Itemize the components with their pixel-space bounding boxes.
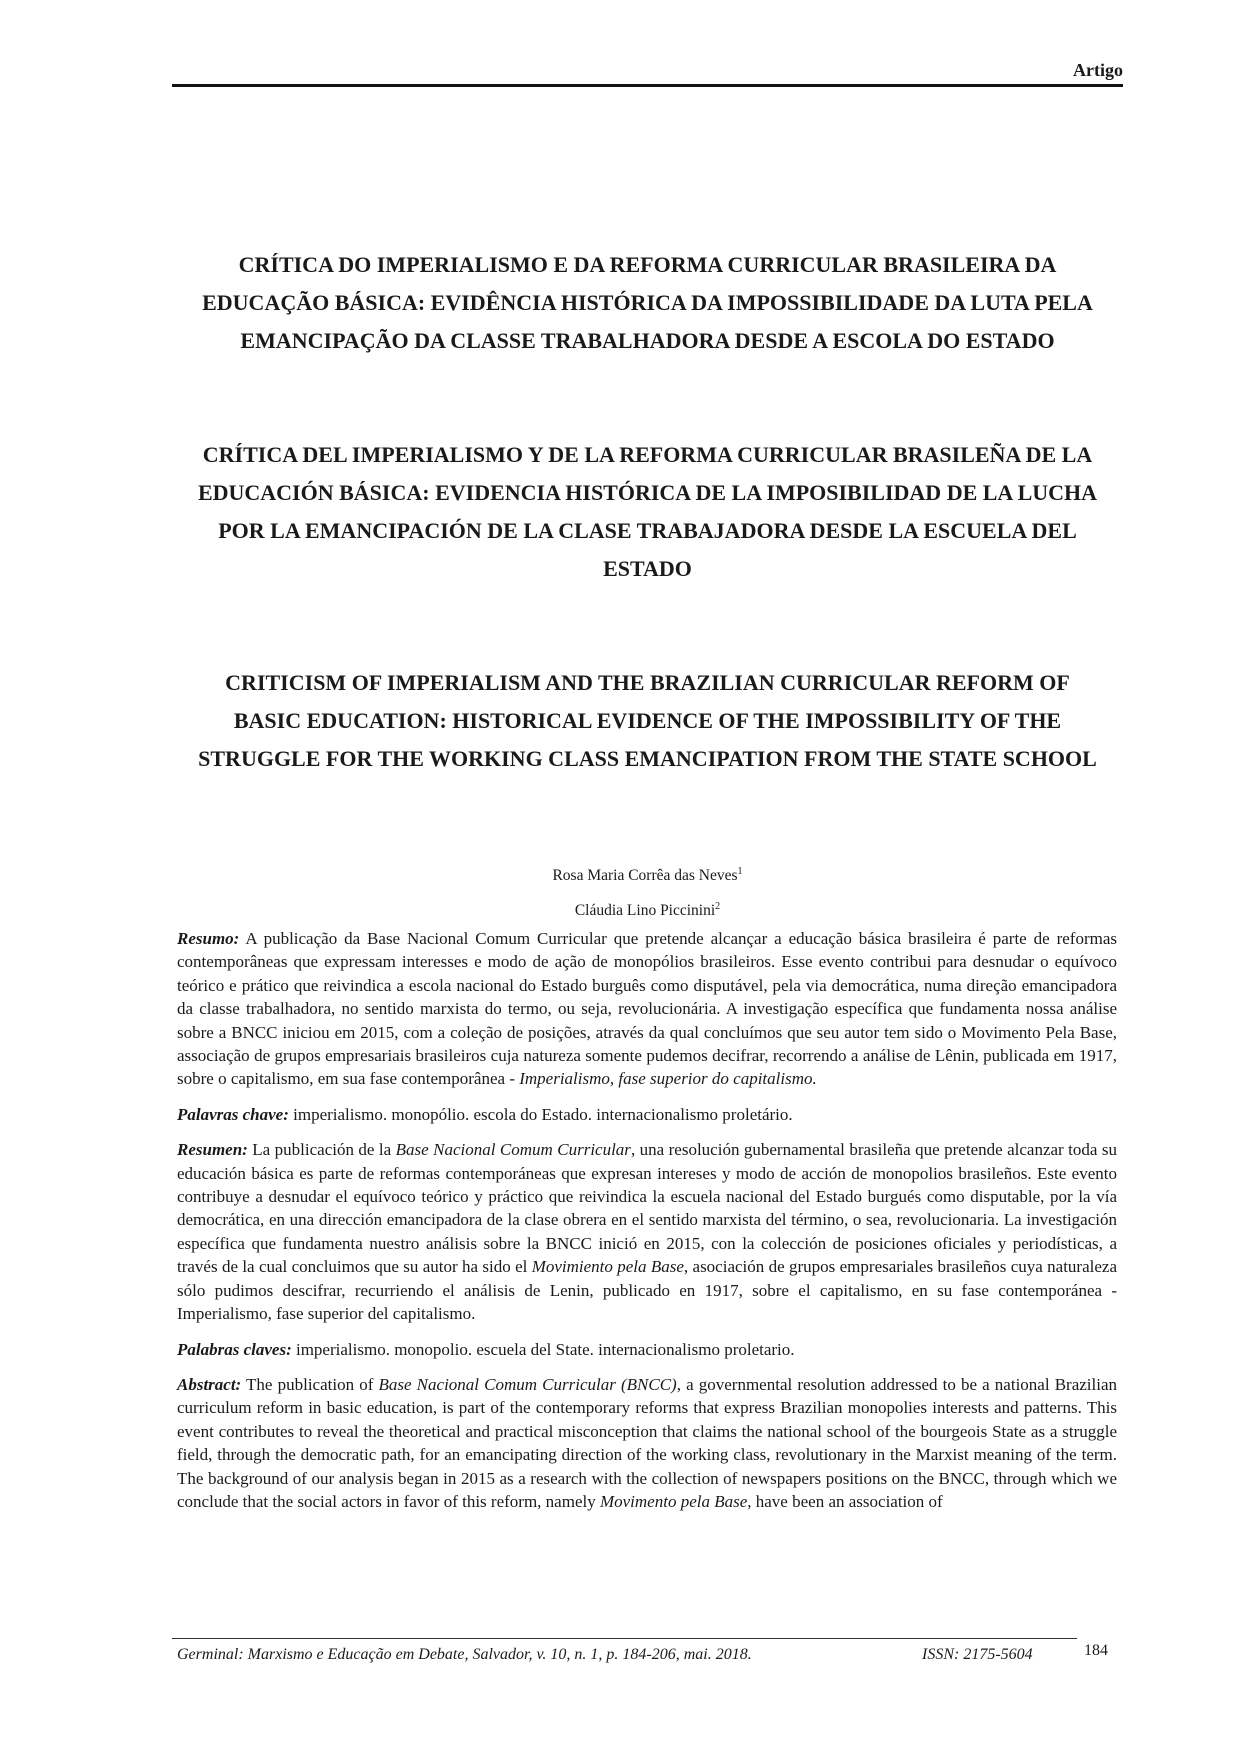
author-name: Rosa Maria Corrêa das Neves xyxy=(552,867,738,884)
resumen-paragraph xyxy=(177,1138,1117,1325)
palavras-chave-paragraph xyxy=(177,1103,1117,1126)
title-line: ESTADO xyxy=(603,556,692,581)
abstract-text: , a governmental resolution addressed to be a national Brazilian curriculum reform in basic education, is part of the contemporary reforms that express Brazilian monopolies interests and patterns. This event contributes to reveal the theoretical and practical misconception that claims the national school of the bourgeois State as a struggle field, through the democratic path, for an emancipating direction of the working class, revolutionary in the Marxist meaning of the term. The background of our analysis began in 2015 as a research with the collection of newspapers positions on the BNCC, through which we conclude that the social actors in favor of this reform, namely xyxy=(177,1374,1117,1511)
resumo-italic: Imperialismo, fase superior do capitalismo. xyxy=(519,1069,817,1089)
author-name: Cláudia Lino Piccinini xyxy=(574,902,716,919)
abstract-italic: Movimento pela Base xyxy=(599,1491,748,1511)
title-line: EDUCACIÓN BÁSICA: EVIDENCIA HISTÓRICA DE LA IMPOSIBILIDAD DE LA LUCHA xyxy=(197,480,1098,505)
title-english xyxy=(172,664,1123,778)
resumen-italic: Movimiento pela Base xyxy=(531,1257,684,1277)
resumen-text: , una resolución gubernamental brasileña que pretende alcanzar toda su educación básica es parte de reformas contemporáneas que expresan intereses y modo de acción de monopolios brasileños. Este evento contribuye a desnudar el equívoco teórico y práctico que reivindica la escuela nacional del Estado burgués como disputable, por la vía democrática, en una dirección emancipadora de la clase obrera en el sentido marxista del término, o sea, revolucionaria. La investigación específica que fundamenta nuestro análisis sobre la BNCC inició en 2015, con la colección de posiciones oficiales y periodísticas, a través de la cual concluimos que su autor ha sido el xyxy=(177,1140,1118,1277)
resumo-text: A publicação da Base Nacional Comum Curricular que pretende alcançar a educação básica brasileira é parte de reformas contemporâneas que expressam interesses e modo de ação de monopólios brasileiros. Esse evento contribui para desnudar o equívoco teórico e prático que reivindica a escola nacional do Estado burguês como disputável, pela via democrática, numa direção emancipadora da classe trabalhadora, no sentido marxista do termo, ou seja, revolucionária. A investigação específica que fundamenta nossa análise sobre a BNCC iniciou em 2015, com a coleção de posições, através da qual concluímos que seu autor tem sido o Movimento Pela Base, associação de grupos empresariais brasileiros cuja natureza somente pudemos decifrar, recorrendo a análise de Lênin, publicada em 1917, sobre o capitalismo, em sua fase contemporânea - xyxy=(177,929,1117,1089)
abstract-section xyxy=(177,927,1117,1525)
resumen-text: , asociación de grupos empresariales brasileños cuya naturaleza sólo pudimos descifrar, recurriendo el análisis de Lenin, publicado en 1917, sobre el capitalismo, en su fase contemporánea - Imperialismo, fase superior del capitalismo. xyxy=(177,1257,1117,1324)
author xyxy=(172,858,1123,893)
resumo-paragraph xyxy=(177,927,1117,1091)
resumen-italic: Base Nacional Comum Curricular xyxy=(395,1140,631,1160)
palabras-claves-text: imperialismo. monopolio. escuela del State. internacionalismo proletario. xyxy=(291,1339,795,1359)
author-footnote-ref[interactable]: 1 xyxy=(737,866,743,877)
title-line: CRÍTICA DO IMPERIALISMO E DA REFORMA CURRICULAR BRASILEIRA DA xyxy=(238,252,1057,277)
title-line: EMANCIPAÇÃO DA CLASSE TRABALHADORA DESDE A ESCOLA DO ESTADO xyxy=(240,328,1055,353)
issn: ISSN: 2175-5604 xyxy=(922,1646,1033,1663)
journal-citation: Germinal: Marxismo e Educação em Debate, Salvador, v. 10, n. 1, p. 184-206, mai. 2018. xyxy=(177,1646,752,1663)
author-footnote-ref[interactable]: 2 xyxy=(715,901,721,912)
resumen-text: La publicación de la xyxy=(247,1140,396,1160)
title-line: STRUGGLE FOR THE WORKING CLASS EMANCIPATION FROM THE STATE SCHOOL xyxy=(198,746,1097,771)
abstract-paragraph xyxy=(177,1373,1117,1513)
abstract-label: Abstract: xyxy=(177,1374,242,1394)
author xyxy=(172,893,1123,928)
resumen-label: Resumen: xyxy=(177,1140,248,1160)
title-line: POR LA EMANCIPACIÓN DE LA CLASE TRABAJADORA DESDE LA ESCUELA DEL xyxy=(218,518,1077,543)
page-number: 184 xyxy=(1084,1642,1108,1659)
section-label: Artigo xyxy=(1073,60,1123,80)
title-line: BASIC EDUCATION: HISTORICAL EVIDENCE OF THE IMPOSSIBILITY OF THE xyxy=(233,708,1062,733)
title-line: CRITICISM OF IMPERIALISM AND THE BRAZILIAN CURRICULAR REFORM OF xyxy=(225,670,1070,695)
abstract-text: , have been an association of xyxy=(747,1491,943,1511)
palabras-claves-label: Palabras claves: xyxy=(177,1339,292,1359)
abstract-italic: Base Nacional Comum Curricular (BNCC) xyxy=(378,1374,677,1394)
abstract-text: The publication of xyxy=(241,1374,379,1394)
palavras-chave-text: imperialismo. monopólio. escola do Estado. internacionalismo proletário. xyxy=(288,1104,793,1124)
palavras-chave-label: Palavras chave: xyxy=(177,1104,289,1124)
author-list xyxy=(172,858,1123,928)
resumo-label: Resumo: xyxy=(177,929,240,948)
title-line: EDUCAÇÃO BÁSICA: EVIDÊNCIA HISTÓRICA DA IMPOSSIBILIDADE DA LUTA PELA xyxy=(202,290,1093,315)
title-line: CRÍTICA DEL IMPERIALISMO Y DE LA REFORMA CURRICULAR BRASILEÑA DE LA xyxy=(202,442,1093,467)
footer-rule xyxy=(172,1638,1077,1639)
header-rule xyxy=(172,84,1123,87)
title-portuguese xyxy=(172,246,1123,360)
palabras-claves-paragraph xyxy=(177,1338,1117,1361)
title-spanish xyxy=(172,436,1123,588)
